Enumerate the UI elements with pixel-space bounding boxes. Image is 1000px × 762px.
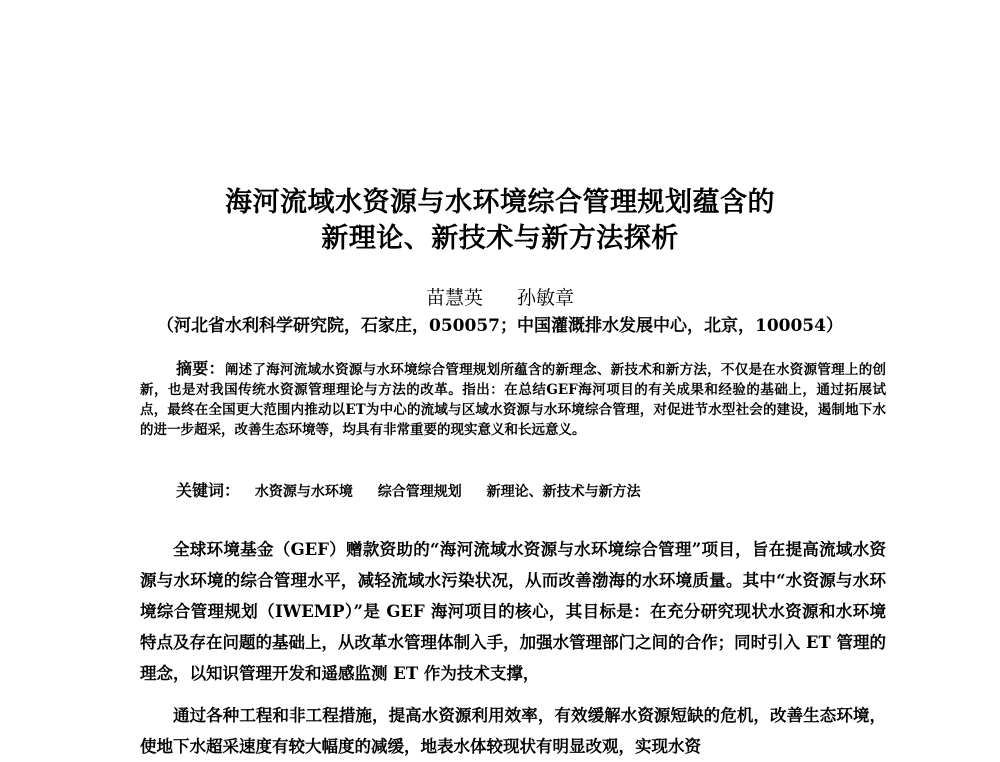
body-text: 全球环境基金（GEF）赠款资助的“海河流域水资源与水环境综合管理”项目，旨在提高流域水资源与水环境的综合管理水平，减轻流域水污染状况，从而改善渤海的水环境质量。其中“水资源与水环境综合管理规划（IWEMP）”是 GEF 海河项目的核心，其目标是：在充分研究现状水资源和水环境特点及存在问题的基础上，从改革水管理体制入手，加强水管理部门之间的合作；同时引入 ET 管理的理念，以知识管理开发和遥感监测 ET 作为技术支撑， [140, 540, 886, 683]
author-list [0, 283, 1000, 310]
body-text: 通过各种工程和非工程措施，提高水资源利用效率，有效缓解水资源短缺的危机，改善生态环境，使地下水超采速度有较大幅度的减缓，地表水体较现状有明显改观，实现水资 [140, 706, 886, 756]
keywords-label: 关键词： [176, 481, 241, 500]
affiliation: （河北省水利科学研究院，石家庄，050057；中国灌溉排水发展中心，北京，100054） [157, 316, 843, 336]
abstract [140, 359, 886, 440]
abstract-text: 阐述了海河流域水资源与水环境综合管理规划所蕴含的新理念、新技术和新方法，不仅是在水资源管理上的创新，也是对我国传统水资源管理理论与方法的改革。指出：在总结GEF海河项目的有关成果和经验的基础上，通过拓展试点，最终在全国更大范围内推动以ET为中心的流域与区域水资源与水环境综合管理，对促进节水型社会的建设，遏制地下水的进一步超采，改善生态环境等，均具有非常重要的现实意义和长远意义。 [140, 362, 886, 438]
keywords [176, 478, 651, 501]
keyword: 新理论、新技术与新方法 [486, 484, 641, 500]
author-name: 孙敏章 [517, 287, 575, 309]
paper-title-line-1: 海河流域水资源与水环境综合管理规划蕴含的 [225, 187, 775, 218]
paper-title-line-2: 新理论、新技术与新方法探析 [321, 223, 679, 254]
body-paragraph-2 [140, 700, 886, 762]
abstract-label: 摘要： [176, 359, 225, 378]
body-paragraph-1 [140, 534, 886, 689]
author-name: 苗慧英 [425, 287, 483, 309]
keyword: 综合管理规划 [377, 484, 462, 500]
keyword: 水资源与水环境 [254, 484, 353, 500]
